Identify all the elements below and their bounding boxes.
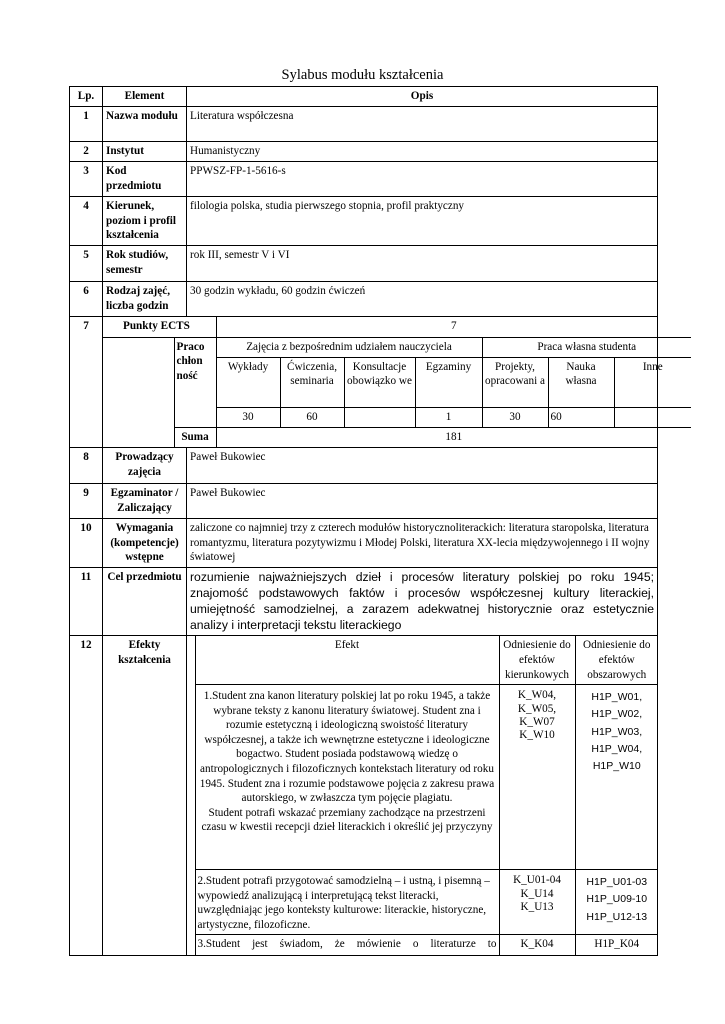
row-12 (70, 636, 658, 955)
ects-value: 7 (216, 317, 691, 337)
col-projekty: Projekty, opracowani a (482, 357, 548, 407)
row-8 (70, 448, 658, 484)
row-element: Cel przedmiotu (103, 568, 187, 636)
row-element: Kod przedmiotu (103, 162, 187, 197)
code: K_U14 (520, 887, 554, 900)
row-element: Egzaminator / Zaliczający (103, 484, 187, 519)
header-opis: Opis (187, 87, 658, 107)
col-inne: Inne (614, 357, 691, 407)
ects-label: Punkty ECTS (103, 317, 216, 337)
code: K_U01-04 (513, 874, 561, 887)
code: K_W04, (517, 689, 557, 702)
row-element: Rodzaj zajęć, liczba godzin (103, 282, 187, 317)
syllabus-table (69, 86, 663, 956)
col-wyklady: Wykłady (216, 357, 280, 407)
header-row (70, 87, 658, 107)
code: H1P_W02, (591, 708, 643, 721)
row-number: 6 (70, 282, 103, 317)
val-projekty: 30 (482, 407, 548, 427)
code: H1P_W04, (591, 743, 643, 756)
val-inne (614, 407, 691, 427)
row-value: 30 godzin wykładu, 60 godzin ćwiczeń (187, 282, 658, 317)
row-2 (70, 142, 658, 162)
row-3 (70, 162, 658, 197)
code: H1P_U09-10 (586, 893, 648, 906)
efekt-3: 3.Student jest świadom, że mówienie o literaturze to (195, 935, 499, 955)
row-value: zaliczone co najmniej trzy z czterech modułów historycznoliterackich: literatura staropolska, literatura romantyzmu, literatura pozytywizmu i Młodej Polski, literatura XX-lecia międzywojennego i II wojny światowej (187, 519, 658, 568)
efekt-3-obszarowe: H1P_K04 (575, 935, 658, 955)
group-self-work: Praca własna studenta (482, 337, 691, 357)
ects-table (103, 317, 691, 447)
header-element: Element (103, 87, 187, 107)
efekty-block (187, 636, 658, 955)
efekt-1-kierunkowe (499, 685, 575, 870)
row-element: Rok studiów, semestr (103, 246, 187, 282)
row-element: Kierunek, poziom i profil kształcenia (103, 197, 187, 246)
code: H1P_W01, (591, 691, 643, 704)
col-egzaminy: Egzaminy (415, 357, 482, 407)
code: H1P_W10 (592, 760, 641, 773)
code: K_W07 (519, 716, 555, 728)
row-element: Efekty kształcenia (103, 636, 187, 955)
row-value: filologia polska, studia pierwszego stopnia, profil praktyczny (187, 197, 658, 246)
row-1 (70, 107, 658, 142)
group-contact-hours: Zajęcia z bezpośrednim udziałem nauczyciela (216, 337, 482, 357)
row-number: 11 (70, 568, 103, 636)
row-element: Wymagania (kompetencje) wstępne (103, 519, 187, 568)
efekt-2: 2.Student potrafi przygotować samodzielną – i ustną, i pisemną – wypowiedź analizującą i interpretującą tekst literacki, uwzględniając jego konteksty kulturowe: literackie, historyczne, artystyczne, filozoficzne. (195, 870, 499, 935)
suma-value: 181 (216, 427, 691, 447)
efekt-3-kierunkowe: K_K04 (499, 935, 575, 955)
row-value: rozumienie najważniejszych dzieł i procesów literatury polskiej po roku 1945; znajomość podstawowych faktów i procesów współczesnej kultury literackiej, umiejętność samodzielnej, a zarazem adekwatnej historycznie oraz estetycznie analizy i interpretacji tekstu literackiego (187, 568, 658, 636)
row-number: 2 (70, 142, 103, 162)
code: K_U13 (520, 901, 554, 913)
row-number: 8 (70, 448, 103, 484)
row-element: Instytut (103, 142, 187, 162)
page-title: Sylabus modułu kształcenia (281, 67, 444, 83)
suma-label: Suma (174, 427, 216, 447)
efekt-2-obszarowe (575, 870, 658, 935)
header-kierunkowe: Odniesienie do efektów kierunkowych (499, 636, 575, 684)
col-konsultacje: Konsultacje obowiązko we (344, 357, 415, 407)
header-obszarowe: Odniesienie do efektów obszarowych (575, 636, 658, 684)
row-value: Paweł Bukowiec (187, 448, 658, 484)
row-value: PPWSZ-FP-1-5616-s (187, 162, 658, 197)
efekt-1-obszarowe (575, 685, 658, 870)
row-11 (70, 568, 658, 636)
row-4 (70, 197, 658, 246)
row-number: 4 (70, 197, 103, 246)
row-number: 10 (70, 519, 103, 568)
row-7 (70, 317, 658, 448)
val-wyklady: 30 (216, 407, 280, 427)
row-value: Literatura współczesna (187, 107, 658, 142)
row-element: Prowadzący zajęcia (103, 448, 187, 484)
row-element: Nazwa modułu (103, 107, 187, 142)
code: H1P_U01-03 (586, 876, 648, 889)
efekt-1-skills: Student potrafi wskazać przemiany zachodzące na przestrzeni czasu w kwestii recepcji dzieł literackich i określić jej przyczyny (201, 806, 493, 834)
val-egzaminy: 1 (415, 407, 482, 427)
header-efekt: Efekt (195, 636, 499, 684)
val-nauka: 60 (548, 407, 614, 427)
efekty-table (187, 636, 658, 954)
row-value: Humanistyczny (187, 142, 658, 162)
col-nauka: Nauka własna (548, 357, 614, 407)
row-number: 9 (70, 484, 103, 519)
col-cwiczenia: Ćwiczenia, seminaria (280, 357, 344, 407)
row-10 (70, 519, 658, 568)
row-number: 5 (70, 246, 103, 282)
row-number: 3 (70, 162, 103, 197)
row-5 (70, 246, 658, 282)
ects-block (103, 317, 663, 448)
efekt-1 (195, 685, 499, 870)
code: K_W10 (519, 729, 555, 742)
row-number: 12 (70, 636, 103, 955)
row-value: Paweł Bukowiec (187, 484, 658, 519)
header-lp: Lp. (70, 87, 103, 107)
row-number: 1 (70, 107, 103, 142)
efekt-2-kierunkowe (499, 870, 575, 935)
row-number: 7 (70, 317, 103, 448)
pracochlonnosc-label: Praco chłon ność (174, 337, 216, 427)
efekt-1-knowledge: 1.Student zna kanon literatury polskiej lat po roku 1945, a także wybrane teksty z kanonu literatury światowej. Student zna i rozumie estetyczną i ideologiczną swoistość literatury współczesnej, a także ich wewnętrzne estetyczne i ideologiczne bogactwo. Student posiada podstawową wiedzę o antropologicznych i filozoficznych kontekstach literatury od roku 1945. Student zna i rozumie podstawowe pojęcia z zakresu prawa autorskiego, w zwłaszcza tym pojęcie plagiatu. (199, 690, 495, 805)
val-cwiczenia: 60 (280, 407, 344, 427)
row-6 (70, 282, 658, 317)
code: H1P_W03, (591, 725, 643, 738)
val-konsultacje (344, 407, 415, 427)
code: H1P_U12-13 (586, 910, 648, 923)
row-value: rok III, semestr V i VI (187, 246, 658, 282)
code: K_W05, (517, 702, 557, 715)
row-9 (70, 484, 658, 519)
